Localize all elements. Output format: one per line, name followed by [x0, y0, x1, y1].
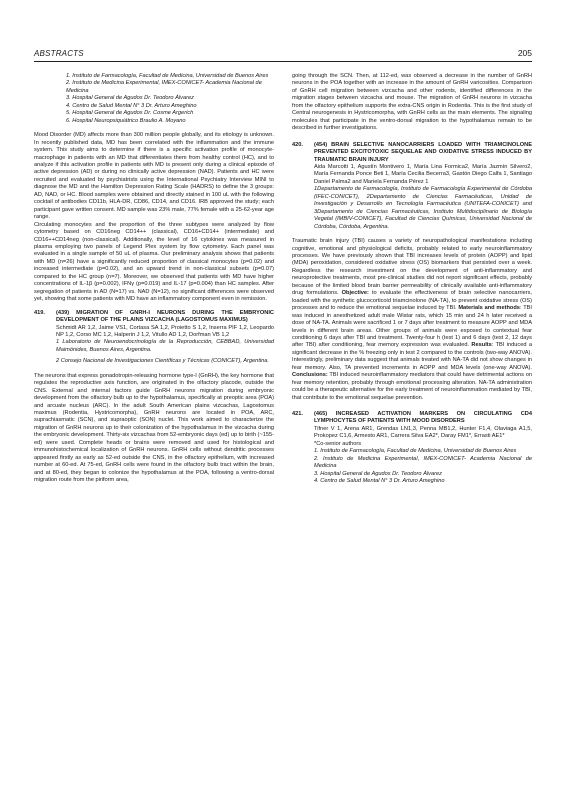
abstract-authors: Schmidt AR 1,2, Jaime VS1, Cortasa SA 1,2, Proietto S 1,2, Inserra PIF 1,2, Leopardo NP 1,2, Corso MC 1,2, Halperin J 1,2, Vitullo AD 1,2, Dorfman VB 1,2	[56, 324, 274, 338]
abstract-title: (465) INCREASED ACTIVATION MARKERS ON CIRCULATING CD4 LYMPHOCYTES OF PATIENTS WITH MOOD DISORDERS	[314, 411, 532, 425]
label-conclusions: Conclusions:	[292, 372, 328, 379]
affiliation: 2. Instituto de Medicina Experimental, IMEX-CONICET- Academia Nacional de Medicina	[66, 80, 262, 94]
page-number: 205	[517, 48, 532, 58]
abstract-affiliation: 1. Instituto de Farmacología, Facultad de Medicina, Universidad de Buenos Aires	[314, 448, 517, 455]
abstract-420	[292, 142, 532, 231]
running-header	[34, 44, 532, 58]
objective-text: to evaluate the effectiveness of brain selective nanocarriers, loaded with the synthetic glucocorticoid triamcinolone (NA-TA), to prevent oxidative stress (OS) processes and to reduce the emotional sequelae induced by TBI.	[292, 290, 532, 312]
abstract-affiliation: 1Departamento de Farmacología, Instituto de Farmacología Experimental de Córdoba (IFEC-CONICET), 2Departamento de Ciencias Farmacéuticas, Unidad de Investigación y Desarrollo en Tecnología Farmacéutica (UNITEFA-CONICET) and 3Departamento de Ciencias Farmacéuticas, Instituto Multidisciplinario de Biología Vegetal (IMBIV-CONICET), Facultad de Ciencias Químicas, Universidad Nacional de Córdoba, Córdoba, Argentina.	[314, 186, 532, 230]
affiliation: 5. Hospital General de Agudos Dr. Cosme Argerich	[66, 110, 194, 117]
abstract-affiliation: 4. Centro de Salud Mental N° 3 Dr. Arturo Ameghino	[314, 478, 445, 485]
body-intro: Traumatic brain injury (TBI) causes a variety of neuropathological manifestations including cognitive, emotional and physiological deficits, probably related to early neuroinflammatory processes. We have previously shown that TBI increases levels of protein (AOPP) and lipid (MDA) peroxidation, considered oxidative stress (OS) biomarkers that persisted over a week. Regardless the research investment on the development of anti-inflammatory and neuroprotective treatments, most pre-clinical studies did not report significant effects, probably because of the limited blood brain barrier permeability of clinically available anti-inflammatory drug formulations.	[292, 238, 532, 297]
abstract-authors: Tifner V 1, Arena AR1, Grendas LN1,3, Penna MB1,2, Hunter F1,4, Olaviaga A1,5, Prokopez C1,6, Armesto AR1, Carrera Silva EA2*, Daray FM1*, Errasti AE1*	[314, 425, 532, 440]
abstract-body	[292, 238, 532, 402]
abstract-number: 421.	[292, 411, 303, 418]
conclusions-text: TBI induced neuroinflammatory mediators that could have detrimental actions on fear memory retention, probably through emotional processing alteration. NA-TA administration could be a therapeutic alternative for the early treatment of neuroinflammation mediated by TBI, that contribute to the emotional sequelae prevention.	[292, 372, 532, 401]
affiliation: 6. Hospital Neuropsiquiátrico Braulio A. Moyano	[66, 117, 186, 124]
right-column	[292, 73, 532, 486]
abstract-body-continued: going through the SCN. Then, at 112-ed, was observed a decrease in the number of GnRH neurons in the POA together with an increase in the amount of GnRH varicosities. Comparison of GnRH cell migration between vizcacha and other rodents, identified differences in the migration stages between vizcacha and mouse. The migration of GnRH neurons in vizcacha from the olfactory epithelium supports the extra-CNS origin in Rodentia. This is the first study of Central neurogenesis in Hystricomorpha, with GnRH cells as the main elements. The signaling molecules that participate in the ventro-dorsal migration to the hypothalamus remain to be described in further investigations.	[292, 73, 532, 132]
abstract-affiliation: 2 Consejo Nacional de Investigaciones Científicas y Técnicas (CONICET), Argentina.	[56, 358, 269, 365]
abstract-number: 420.	[292, 141, 303, 148]
abstract-title: (439) MIGRATION OF GNRH-I NEURONS DURING THE EMBRYONIC DEVELOPMENT OF THE PLAINS VIZCACHA (LAGOSTOMUS MAXIMUS)	[56, 309, 274, 324]
abstract-number: 419.	[34, 309, 45, 316]
prev-abstract-affiliations	[34, 73, 274, 125]
abstract-authors: Aida Marcotti 1, Agustín Montivero 1, María Lina Formica2, María Jazmín Silvero2, María Fernanda Ponce Beti 1, María Cecilia Becerra3, Gastón Diego Calfa 1, Santiago Daniel Palma2 and Mariela Fernanda Pérez 1	[314, 163, 532, 185]
header-rule	[34, 61, 532, 62]
methods-text: : TBI was induced in anesthetized adult male Wistar rats, which 15 min and 24 h later received a dose of NA-TA. Animals were sacrificed 1 or 7 days after treatment to measure AOPP and MDA levels in different brain areas. Other groups of animals were exposed to contextual fear conditioning 6 days after TBI and treatment. Twenty-four h (test 1) and 6 days (test 2, 12 days after TBI) after conditioning, fear memory expression was evaluated.	[292, 305, 532, 349]
abstract-affiliation: 2. Instituto de Medicina Experimental, IMEX-CONICET- Academia Nacional de Medicina	[314, 455, 532, 470]
abstract-419	[34, 310, 274, 366]
affiliation: 3. Hospital General de Agudos Dr. Teodoro Álvarez	[66, 95, 194, 102]
abstract-affiliation: 3. Hospital General de Agudos Dr. Teodoro Álvarez	[314, 470, 442, 477]
abstract-title: (454) BRAIN SELECTIVE NANOCARRIERS LOADED WITH TRIAMCINOLONE PREVENTED EXCITOTOXIC SEQUELAE AND OXIDATIVE STRESS INDUCED BY TRAUMATIC BRAIN INJURY	[314, 141, 532, 163]
abstract-421	[292, 411, 532, 486]
affiliation: 4. Centro de Salud Mental N° 3 Dr. Arturo Ameghino	[66, 102, 197, 109]
abstract-affiliation: 1 Laboratorio de Neuroendocrinología de la Reproducción, CEBBAD, Universidad Maimónides, Buenos Aires, Argentina.	[56, 339, 274, 353]
section-title: ABSTRACTS	[34, 49, 84, 58]
co-senior-note: *Co-senior authors	[314, 440, 362, 447]
affiliation: 1. Instituto de Farmacología, Facultad de Medicina, Universidad de Buenos Aires	[66, 73, 269, 79]
results-text: : TBI induced a significant decrease in the % freezing only in test 2 compared to the controls (two-way ANOVA). Interestingly, preliminary data suggest that animals treated with NA-TA did not show changes in fear memory. Also, TA prevented increments in AOPP and MDA levels (one-way ANOVA).	[292, 342, 532, 371]
body-paragraph: Mood Disorder (MD) affects more than 300 million people globally, and its etiology is unknown. In recently published data, MD has been correlated with the inflammation and the immune system. This study aims to determine if there is a specific activation profile of monocyte-macrophage in patients with an MD that differentiates them from healthy control (HC), and to analyze if this activation profile in patients with MD is present only during a clinical episode of active depression (AD) or during no clinically active depression (NAD). Patients and HC were recruited and evaluated by psychiatrists using the International Psychiatry Interview MINI to diagnose the MD and the Hamilton Depression Rating Scale (HADRS) to define the 3 groups: AD, NAD, or HC. Blood samples were obtained and directly stained in 100 uL with the following cocktail of antibodies CD11b, HLA-DR, CD86, CD14, and CD16. IRB approved the study; each participant gave written consent. MD sample was 23% male, 77% female with a 25-62-year age range.	[34, 132, 274, 221]
prev-abstract-body	[34, 132, 274, 303]
abstract-body: The neurons that express gonadotropin-releasing hormone type-I (GnRH), the key hormone that regulates the reproductive axis function, are originated in the olfactory placode, outside the CNS. External and internal factors guide GnRH neurons migration during embryonic development from the olfactory bulb up to the hypothalamus, specifically at preoptic area (POA) and arcuate nucleus (ARC). In the adult South American plains vizcachas, Lagostomus maximus (Rodentia, Hystricomorpha), GnRH neurons are located in POA, ARC, suprachiasmatic (SCN), and supraoptic (SON) nuclei. This work aimed to characterize the migration of GnRH neurons up to their colonization of the hypothalamus in the vizcacha during the embryonic development. Thirty-six vizcachas from 52-embryonic days (ed) up to birth (~155-ed) were used. Complete heads or brains were removed and used for histological and immunohistochemical localization of GnRH neurons. GnRH cells without dendritic processes appeared firstly as early as 52-ed outside the CNS, in the olfactory epithelium, with increased number at 60-ed. At 75-ed, GnRH cells were found in the olfactory bulb tract within the brain, and at 80-ed, they began to colonize the hypothalamus at the POA, following a ventro-dorsal migration route from the piriform area,	[34, 372, 274, 484]
label-objective: Objective:	[341, 290, 369, 297]
left-column	[34, 73, 274, 485]
label-results: Results	[471, 342, 492, 349]
body-paragraph: Circulating monocytes and the proportion of the three subtypes were analyzed by flow cytometry based on CD16neg CD14++ (classical), CD16+CD14+ (intermediate) and CD16++CD14neg (non-classical). Additionally, the level of 16 cytokines was measured in plasma employing two panels of Legend Plex system by flow cytometry. Each panel was evaluated in a single sample of 50 uL of plasma. Our preliminary analysis shows that patients with MD (n=26) have a significantly reduced proportion of classical monocytes (p=0.02) and increased intermediate (p=0.02), and an upward trend in non-classical subsets (p=0.07) compared to the HC group (n=7). Moreover, we observed that patients with MD have higher concentrations of IL-1β (p=0.002), IFNγ (p=0.019) and IL-17 (p=0.004) than HC samples. After segregation of patients in AD (N=17) vs. NAD (N=12), no significant differences were observed yet, showing that some patients with MD have an inflammatory component even in remission.	[34, 221, 274, 303]
label-methods: Materials and methods	[458, 305, 520, 312]
